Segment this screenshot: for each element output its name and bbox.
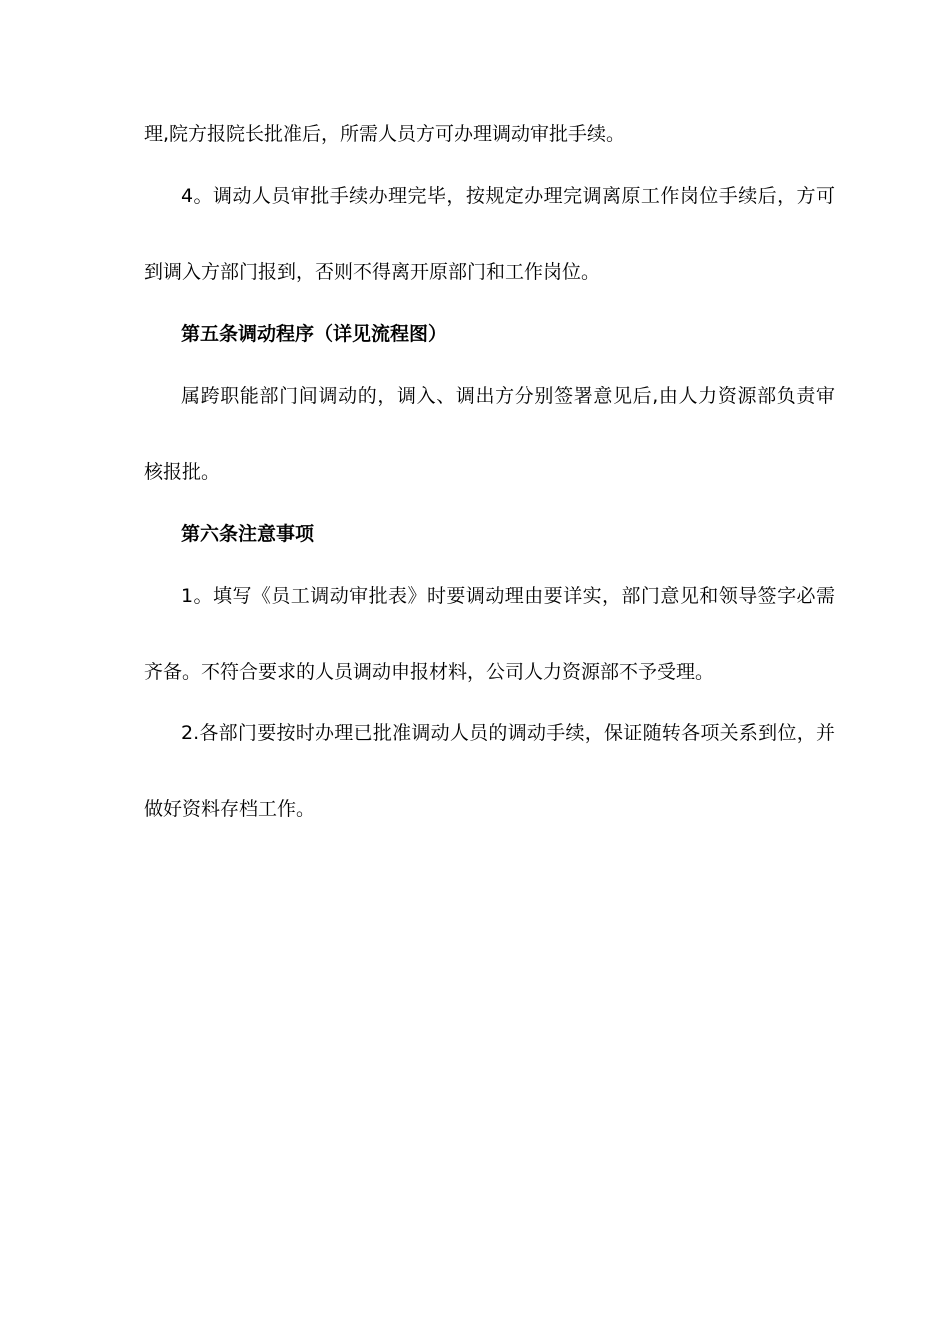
article-6-item-1-line-1: 1。填写《员工调动审批表》时要调动理由要详实，部门意见和领导签字必需 <box>181 585 835 607</box>
clause-4-line-1: 4。调动人员审批手续办理完毕，按规定办理完调离原工作岗位手续后，方可 <box>181 185 835 207</box>
article-6-heading: 第六条注意事项 <box>181 523 315 545</box>
article-6-item-2-line-2: 做好资料存档工作。 <box>144 798 316 820</box>
paragraph-line-continuation: 理,院方报院长批准后，所需人员方可办理调动审批手续。 <box>144 123 626 145</box>
article-5-paragraph-line-2: 核报批。 <box>144 461 221 483</box>
article-5-paragraph-line-1: 属跨职能部门间调动的，调入、调出方分别签署意见后,由人力资源部负责审 <box>181 385 835 407</box>
article-5-heading: 第五条调动程序（详见流程图） <box>181 323 448 345</box>
clause-4-line-2: 到调入方部门报到，否则不得离开原部门和工作岗位。 <box>144 261 601 283</box>
article-6-item-2-line-1: 2.各部门要按时办理已批准调动人员的调动手续，保证随转各项关系到位，并 <box>181 722 835 744</box>
article-6-item-1-line-2: 齐备。不符合要求的人员调动申报材料，公司人力资源部不予受理。 <box>144 661 715 683</box>
